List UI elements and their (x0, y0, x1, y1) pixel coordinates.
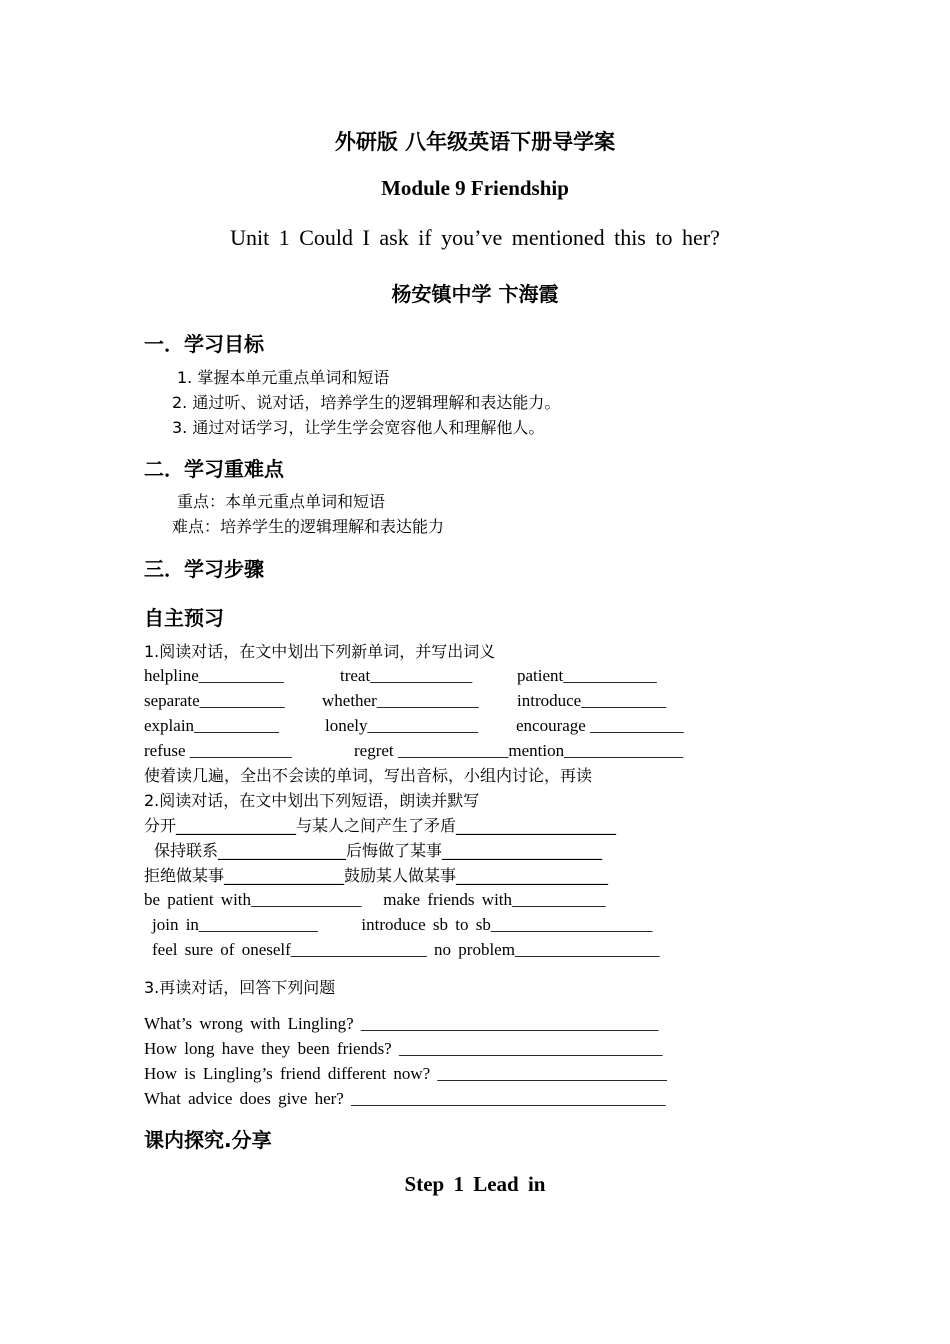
phrase-row: 分开_______________与某人之间产生了矛盾____________________ (144, 816, 617, 835)
heading-learning-steps: 三．学习步骤 (144, 557, 264, 581)
vocab-item: encourage ___________ (516, 716, 684, 735)
question-line: What advice does give her? _____________________________________ (144, 1089, 666, 1108)
heading-self-preview: 自主预习 (144, 606, 224, 630)
goal-item: 3. 通过对话学习，让学生学会宽容他人和理解他人。 (172, 418, 545, 437)
vocab-item: patient___________ (517, 666, 657, 685)
author-line: 杨安镇中学 卞海霞 (391, 282, 559, 306)
heading-learning-goals: 一．学习目标 (144, 332, 264, 356)
vocab-item: explain__________ (144, 716, 280, 735)
module-title: Module 9 Friendship (381, 176, 569, 200)
phrase-row: feel sure of oneself________________ no problem_________________ (152, 940, 660, 959)
question-line: How is Lingling’s friend different now? ___________________________ (144, 1064, 667, 1083)
phrase-row: join in______________ introduce sb to sb___________________ (152, 915, 653, 934)
unit-title: Unit 1 Could I ask if you’ve mentioned this to her? (230, 225, 720, 250)
vocab-item: introduce__________ (517, 691, 667, 710)
vocab-item: separate__________ (144, 691, 285, 710)
difficult-point-item: 难点：培养学生的逻辑理解和表达能力 (172, 517, 445, 536)
task-1-instruction: 1.阅读对话，在文中划出下列新单词，并写出词义 (144, 642, 496, 661)
document-title: 外研版 八年级英语下册导学案 (334, 130, 616, 154)
vocab-item: lonely_____________ (325, 716, 478, 735)
goal-item: 2. 通过听、说对话，培养学生的逻辑理解和表达能力。 (172, 393, 561, 412)
vocab-item: refuse ____________ (144, 741, 292, 760)
key-point-item: 重点：本单元重点单词和短语 (177, 492, 386, 511)
phrase-row: be patient with_____________ make friends with___________ (144, 890, 606, 909)
step-1-title: Step 1 Lead in (404, 1172, 546, 1196)
vocab-item: whether____________ (322, 691, 479, 710)
vocab-item: treat____________ (340, 666, 473, 685)
question-line: What’s wrong with Lingling? ___________________________________ (144, 1014, 659, 1033)
vocab-item: regret _____________mention______________ (354, 741, 684, 760)
task-1-note: 使着读几遍，全出不会读的单词，写出音标，小组内讨论，再读 (144, 766, 593, 785)
task-3-instruction: 3.再读对话，回答下列问题 (144, 978, 336, 997)
question-line: How long have they been friends? _______________________________ (144, 1039, 663, 1058)
vocab-item: helpline__________ (144, 666, 284, 685)
task-2-instruction: 2.阅读对话，在文中划出下列短语，朗读并默写 (144, 791, 480, 810)
goal-item: 1. 掌握本单元重点单词和短语 (177, 368, 390, 387)
phrase-row: 保持联系________________后悔做了某事____________________ (154, 841, 603, 860)
heading-class-explore: 课内探究.分享 (144, 1128, 272, 1152)
heading-key-points: 二．学习重难点 (144, 457, 284, 481)
phrase-row: 拒绝做某事_______________鼓励某人做某事___________________ (144, 866, 609, 885)
